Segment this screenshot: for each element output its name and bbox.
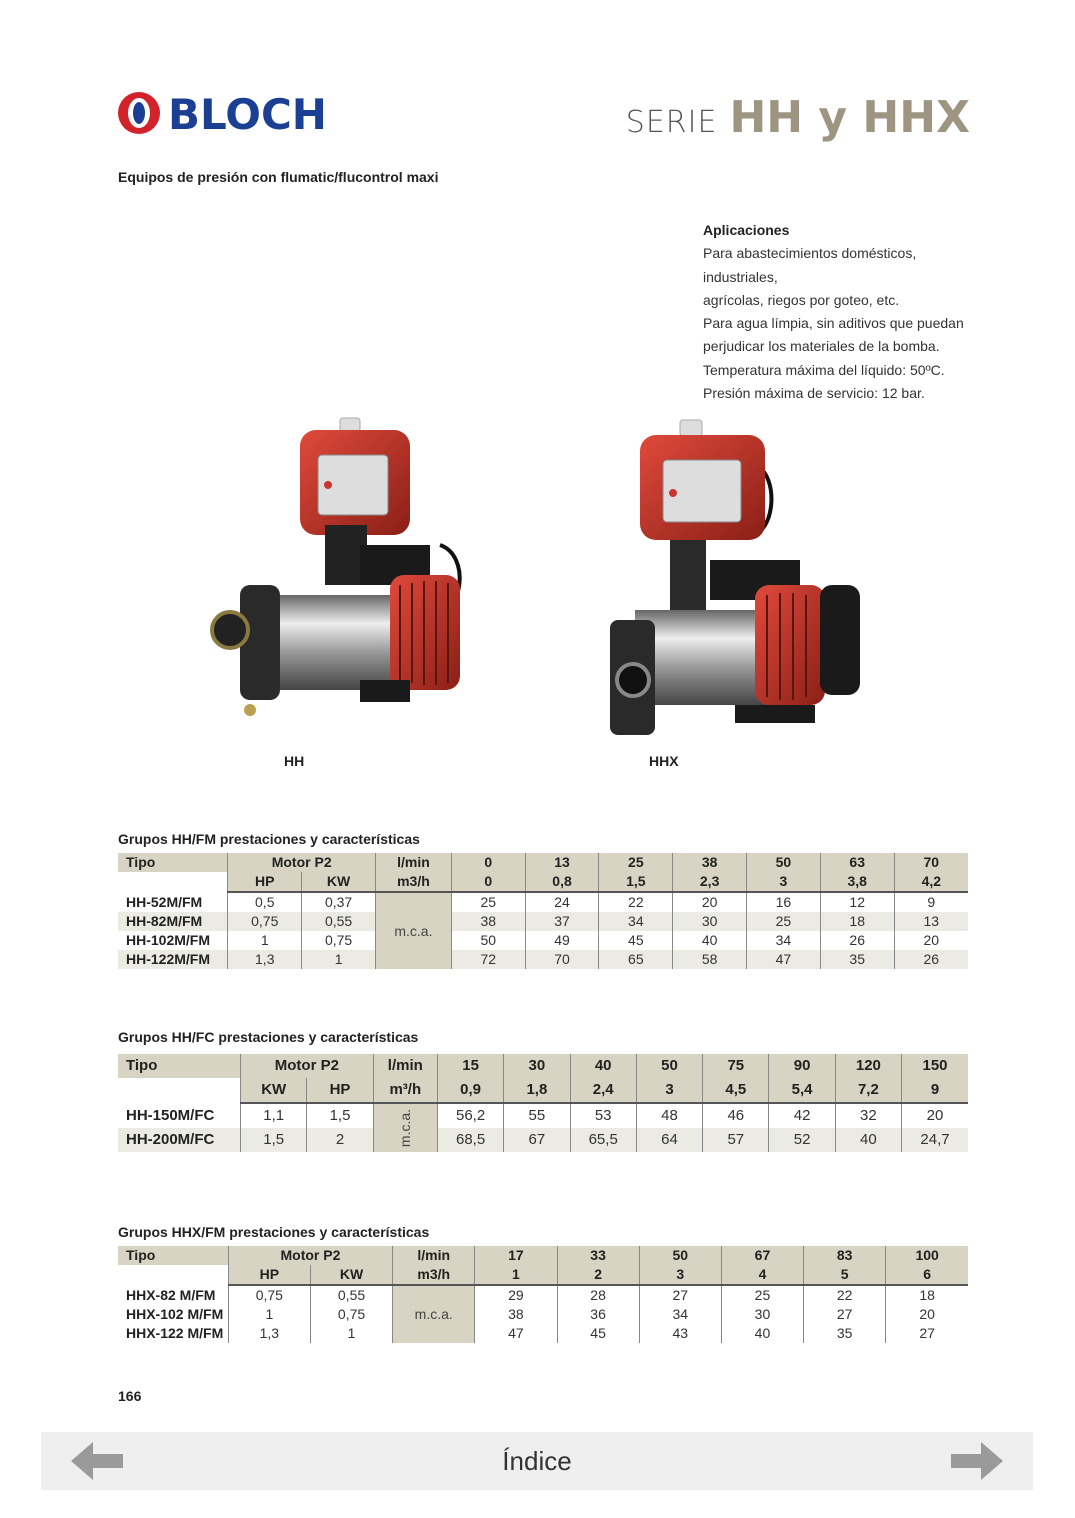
table3-title: Grupos HHX/FM prestaciones y características xyxy=(118,1224,430,1240)
kw-cell: 1 xyxy=(302,950,376,969)
value-cell: 25 xyxy=(721,1285,803,1305)
value-cell: 25 xyxy=(451,892,525,912)
next-page-button[interactable] xyxy=(949,1440,1005,1482)
flow-cell: 150 xyxy=(902,1054,968,1078)
col-header-kw: KW xyxy=(302,872,376,892)
flow-cell: 3,8 xyxy=(820,872,894,892)
value-cell: 56,2 xyxy=(437,1103,503,1128)
value-cell: 20 xyxy=(886,1305,968,1324)
value-cell: 47 xyxy=(747,950,821,969)
value-cell: 55 xyxy=(504,1103,570,1128)
value-cell: 65 xyxy=(599,950,673,969)
kw-cell: 0,55 xyxy=(310,1285,392,1305)
kw-cell: 0,55 xyxy=(302,912,376,931)
value-cell: 72 xyxy=(451,950,525,969)
page-subtitle: Equipos de presión con flumatic/flucontrol maxi xyxy=(118,169,439,185)
flow-cell: 38 xyxy=(673,853,747,872)
value-cell: 34 xyxy=(747,931,821,950)
value-cell: 45 xyxy=(557,1324,639,1343)
value-cell: 27 xyxy=(886,1324,968,1343)
flow-cell: 2,4 xyxy=(570,1078,636,1103)
pump-hhx xyxy=(605,415,875,769)
flow-cell: 4,5 xyxy=(703,1078,769,1103)
kw-cell: 0,75 xyxy=(310,1305,392,1324)
model-cell: HH-52M/FM xyxy=(126,893,203,910)
value-cell: 70 xyxy=(525,950,599,969)
value-cell: 58 xyxy=(673,950,747,969)
pump-hh xyxy=(200,415,480,769)
value-cell: 26 xyxy=(820,931,894,950)
hp-cell: 1,5 xyxy=(307,1103,373,1128)
flow-cell: 30 xyxy=(504,1054,570,1078)
flow-cell: 4,2 xyxy=(894,872,968,892)
model-cell: HH-82M/FM xyxy=(118,912,228,931)
col-header-tipo: Tipo xyxy=(118,853,228,872)
flow-cell: 1,5 xyxy=(599,872,673,892)
flow-cell: 17 xyxy=(475,1246,557,1265)
value-cell: 43 xyxy=(639,1324,721,1343)
model-cell: HHX-122 M/FM xyxy=(126,1325,224,1341)
index-link[interactable]: Índice xyxy=(502,1446,572,1476)
mca-unit-cell: m.c.a. xyxy=(376,892,452,969)
flow-cell: 1 xyxy=(475,1265,557,1285)
flow-cell: 0 xyxy=(451,872,525,892)
table-row xyxy=(118,1285,968,1305)
value-cell: 28 xyxy=(557,1285,639,1305)
table-row xyxy=(118,1103,968,1128)
flow-cell: 90 xyxy=(769,1054,835,1078)
applications-block xyxy=(703,219,993,405)
value-cell: 65,5 xyxy=(570,1128,636,1152)
flow-cell: 63 xyxy=(820,853,894,872)
value-cell: 48 xyxy=(636,1103,702,1128)
flow-cell: 70 xyxy=(894,853,968,872)
pump-hh-icon xyxy=(200,415,480,745)
table-row xyxy=(118,912,968,931)
value-cell: 47 xyxy=(475,1324,557,1343)
flow-cell: 50 xyxy=(636,1054,702,1078)
value-cell: 22 xyxy=(599,892,673,912)
page-number: 166 xyxy=(118,1388,142,1404)
hp-cell: 0,75 xyxy=(228,1285,310,1305)
flow-cell: 3 xyxy=(636,1078,702,1103)
flow-cell: 3 xyxy=(639,1265,721,1285)
value-cell: 20 xyxy=(894,931,968,950)
value-cell: 57 xyxy=(703,1128,769,1152)
applications-title: Aplicaciones xyxy=(703,222,790,238)
value-cell: 49 xyxy=(525,931,599,950)
hp-cell: 1 xyxy=(228,1305,310,1324)
kw-cell: 1 xyxy=(310,1324,392,1343)
hp-cell: 0,75 xyxy=(228,912,302,931)
value-cell: 27 xyxy=(804,1305,886,1324)
pump-hh-label: HH xyxy=(284,753,305,769)
mca-unit-cell xyxy=(373,1103,437,1152)
value-cell: 53 xyxy=(570,1103,636,1128)
value-cell: 25 xyxy=(747,912,821,931)
value-cell: 36 xyxy=(557,1305,639,1324)
series-name: HH y HHX xyxy=(729,92,970,143)
value-cell: 52 xyxy=(769,1128,835,1152)
flow-cell: 50 xyxy=(639,1246,721,1265)
flow-cell: 7,2 xyxy=(835,1078,901,1103)
value-cell: 35 xyxy=(804,1324,886,1343)
flow-cell: 15 xyxy=(437,1054,503,1078)
hp-cell: 2 xyxy=(307,1128,373,1152)
value-cell: 40 xyxy=(673,931,747,950)
col-header-motor: Motor P2 xyxy=(241,1054,374,1078)
value-cell: 9 xyxy=(894,892,968,912)
flow-cell: 2 xyxy=(557,1265,639,1285)
blank-cell xyxy=(118,1265,228,1285)
model-cell: HH-150M/FC xyxy=(126,1106,215,1124)
table-hh-fc xyxy=(118,1054,968,1152)
col-header-hp: HP xyxy=(307,1078,373,1103)
value-cell: 24,7 xyxy=(902,1128,968,1152)
hp-cell: 1,3 xyxy=(228,1324,310,1343)
mca-label: m.c.a. xyxy=(397,1108,414,1147)
applications-line: agrícolas, riegos por goteo, etc. xyxy=(703,291,900,308)
col-header-hp: HP xyxy=(228,872,302,892)
flow-cell: 9 xyxy=(902,1078,968,1103)
flow-cell: 6 xyxy=(886,1265,968,1285)
value-cell: 32 xyxy=(835,1103,901,1128)
series-prefix: SERIE xyxy=(625,105,718,140)
value-cell: 40 xyxy=(721,1324,803,1343)
value-cell: 37 xyxy=(525,912,599,931)
value-cell: 24 xyxy=(525,892,599,912)
footer-nav xyxy=(41,1432,1033,1490)
col-header-flow: l/min xyxy=(376,853,452,872)
col-header-motor: Motor P2 xyxy=(228,853,376,872)
bloch-logo xyxy=(118,90,348,139)
flow-cell: 0 xyxy=(451,853,525,872)
col-header-m3h: m³/h xyxy=(373,1078,437,1103)
model-cell: HH-102M/FM xyxy=(126,932,211,948)
series-title xyxy=(626,92,970,143)
table-row xyxy=(118,950,968,969)
blank-cell xyxy=(118,1078,241,1103)
flow-cell: 50 xyxy=(747,853,821,872)
flow-cell: 120 xyxy=(835,1054,901,1078)
value-cell: 30 xyxy=(721,1305,803,1324)
kw-cell: 0,75 xyxy=(302,931,376,950)
col-header-m3h: m3/h xyxy=(376,872,452,892)
value-cell: 16 xyxy=(747,892,821,912)
applications-line: Para agua límpia, sin aditivos que puedan xyxy=(703,315,964,332)
flow-cell: 4 xyxy=(721,1265,803,1285)
value-cell: 68,5 xyxy=(437,1128,503,1152)
value-cell: 26 xyxy=(894,950,968,969)
value-cell: 22 xyxy=(804,1285,886,1305)
value-cell: 12 xyxy=(820,892,894,912)
col-header-hp: HP xyxy=(228,1265,310,1285)
col-header-motor: Motor P2 xyxy=(228,1246,392,1265)
flow-cell: 83 xyxy=(804,1246,886,1265)
hp-cell: 1 xyxy=(228,931,302,950)
value-cell: 35 xyxy=(820,950,894,969)
flow-cell: 33 xyxy=(557,1246,639,1265)
value-cell: 38 xyxy=(451,912,525,931)
kw-cell: 0,37 xyxy=(302,892,376,912)
table2-title: Grupos HH/FC prestaciones y características xyxy=(118,1029,419,1045)
value-cell: 40 xyxy=(835,1128,901,1152)
flow-cell: 3 xyxy=(747,872,821,892)
flow-cell: 25 xyxy=(599,853,673,872)
pump-hhx-label: HHX xyxy=(649,753,679,769)
value-cell: 42 xyxy=(769,1103,835,1128)
hp-cell: 1,3 xyxy=(228,950,302,969)
table-hh-fm xyxy=(118,853,968,969)
applications-line: Para abastecimientos domésticos, industriales, xyxy=(703,245,917,285)
value-cell: 38 xyxy=(475,1305,557,1324)
value-cell: 18 xyxy=(820,912,894,931)
value-cell: 30 xyxy=(673,912,747,931)
flow-cell: 0,9 xyxy=(437,1078,503,1103)
blank-cell xyxy=(118,872,228,892)
applications-line: Presión máxima de servicio: 12 bar. xyxy=(703,385,925,402)
value-cell: 20 xyxy=(673,892,747,912)
col-header-tipo: Tipo xyxy=(118,1246,228,1265)
value-cell: 45 xyxy=(599,931,673,950)
model-cell: HH-122M/FM xyxy=(118,950,228,969)
flow-cell: 5,4 xyxy=(769,1078,835,1103)
col-header-kw: KW xyxy=(241,1078,307,1103)
value-cell: 34 xyxy=(599,912,673,931)
hp-cell: 0,5 xyxy=(228,892,302,912)
value-cell: 50 xyxy=(451,931,525,950)
table-hhx-fm xyxy=(118,1246,968,1343)
logo-text: BLOCH xyxy=(168,90,327,139)
value-cell: 29 xyxy=(475,1285,557,1305)
applications-line: Temperatura máxima del líquido: 50ºC. xyxy=(703,361,945,378)
col-header-kw: KW xyxy=(310,1265,392,1285)
table-row xyxy=(118,892,968,912)
table-row xyxy=(118,1305,968,1324)
col-header-flow: l/min xyxy=(373,1054,437,1078)
value-cell: 20 xyxy=(902,1103,968,1128)
applications-line: perjudicar los materiales de la bomba. xyxy=(703,338,940,355)
value-cell: 64 xyxy=(636,1128,702,1152)
mca-unit-cell: m.c.a. xyxy=(393,1285,475,1343)
model-cell: HHX-82 M/FM xyxy=(126,1286,216,1303)
col-header-flow: l/min xyxy=(393,1246,475,1265)
model-cell: HH-200M/FC xyxy=(118,1128,241,1152)
value-cell: 34 xyxy=(639,1305,721,1324)
logo-mark-icon xyxy=(118,92,160,134)
model-cell: HHX-102 M/FM xyxy=(126,1306,224,1322)
flow-cell: 1,8 xyxy=(504,1078,570,1103)
flow-cell: 40 xyxy=(570,1054,636,1078)
value-cell: 67 xyxy=(504,1128,570,1152)
kw-cell: 1,5 xyxy=(241,1128,307,1152)
col-header-tipo: Tipo xyxy=(118,1054,241,1078)
kw-cell: 1,1 xyxy=(241,1103,307,1128)
table-row xyxy=(118,1324,968,1343)
pump-hhx-icon xyxy=(605,415,875,745)
table-row xyxy=(118,1128,968,1152)
flow-cell: 67 xyxy=(721,1246,803,1265)
flow-cell: 75 xyxy=(703,1054,769,1078)
value-cell: 18 xyxy=(886,1285,968,1305)
table-row xyxy=(118,931,968,950)
col-header-m3h: m3/h xyxy=(393,1265,475,1285)
flow-cell: 100 xyxy=(886,1246,968,1265)
table1-title: Grupos HH/FM prestaciones y características xyxy=(118,831,420,847)
value-cell: 27 xyxy=(639,1285,721,1305)
flow-cell: 5 xyxy=(804,1265,886,1285)
arrow-right-icon xyxy=(949,1440,1005,1482)
flow-cell: 0,8 xyxy=(525,872,599,892)
value-cell: 13 xyxy=(894,912,968,931)
value-cell: 46 xyxy=(703,1103,769,1128)
flow-cell: 2,3 xyxy=(673,872,747,892)
flow-cell: 13 xyxy=(525,853,599,872)
